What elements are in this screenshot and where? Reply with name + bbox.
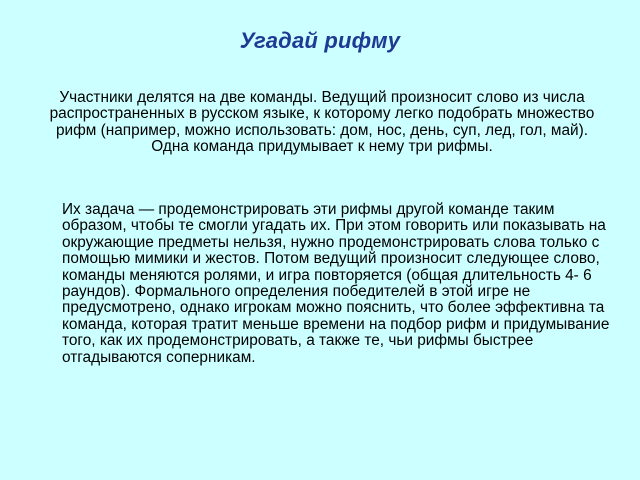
slide-title: Угадай рифму — [239, 28, 401, 53]
task-paragraph: Их задача — продемонстрировать эти рифмы другой команде таким образом, чтобы те смогли угадать их. При этом говорить или показывать на окружающие предметы нельзя, нужно продемонстрировать слова только с помощью мимики и жестов. Потом ведущий произносит следующее слово, команды меняются ролями, и игра повторяется (общая длительность 4- 6 раундов). Формального определения победителей в этой игре не предусмотрено, однако игрокам можно пояснить, что более эффективна та команда, которая тратит меньше времени на подбор рифм и придумывание того, как их продемонстрировать, а также те, чьи рифмы быстрее отгадываются соперникам. — [62, 201, 610, 366]
intro-paragraph: Участники делятся на две команды. Ведущий произносит слово из числа распространенных в русском языке, к которому легко подобрать множество рифм (например, можно использовать: дом, нос, день, суп, лед, гол, май). Одна команда придумывает к нему три рифмы. — [49, 89, 595, 156]
